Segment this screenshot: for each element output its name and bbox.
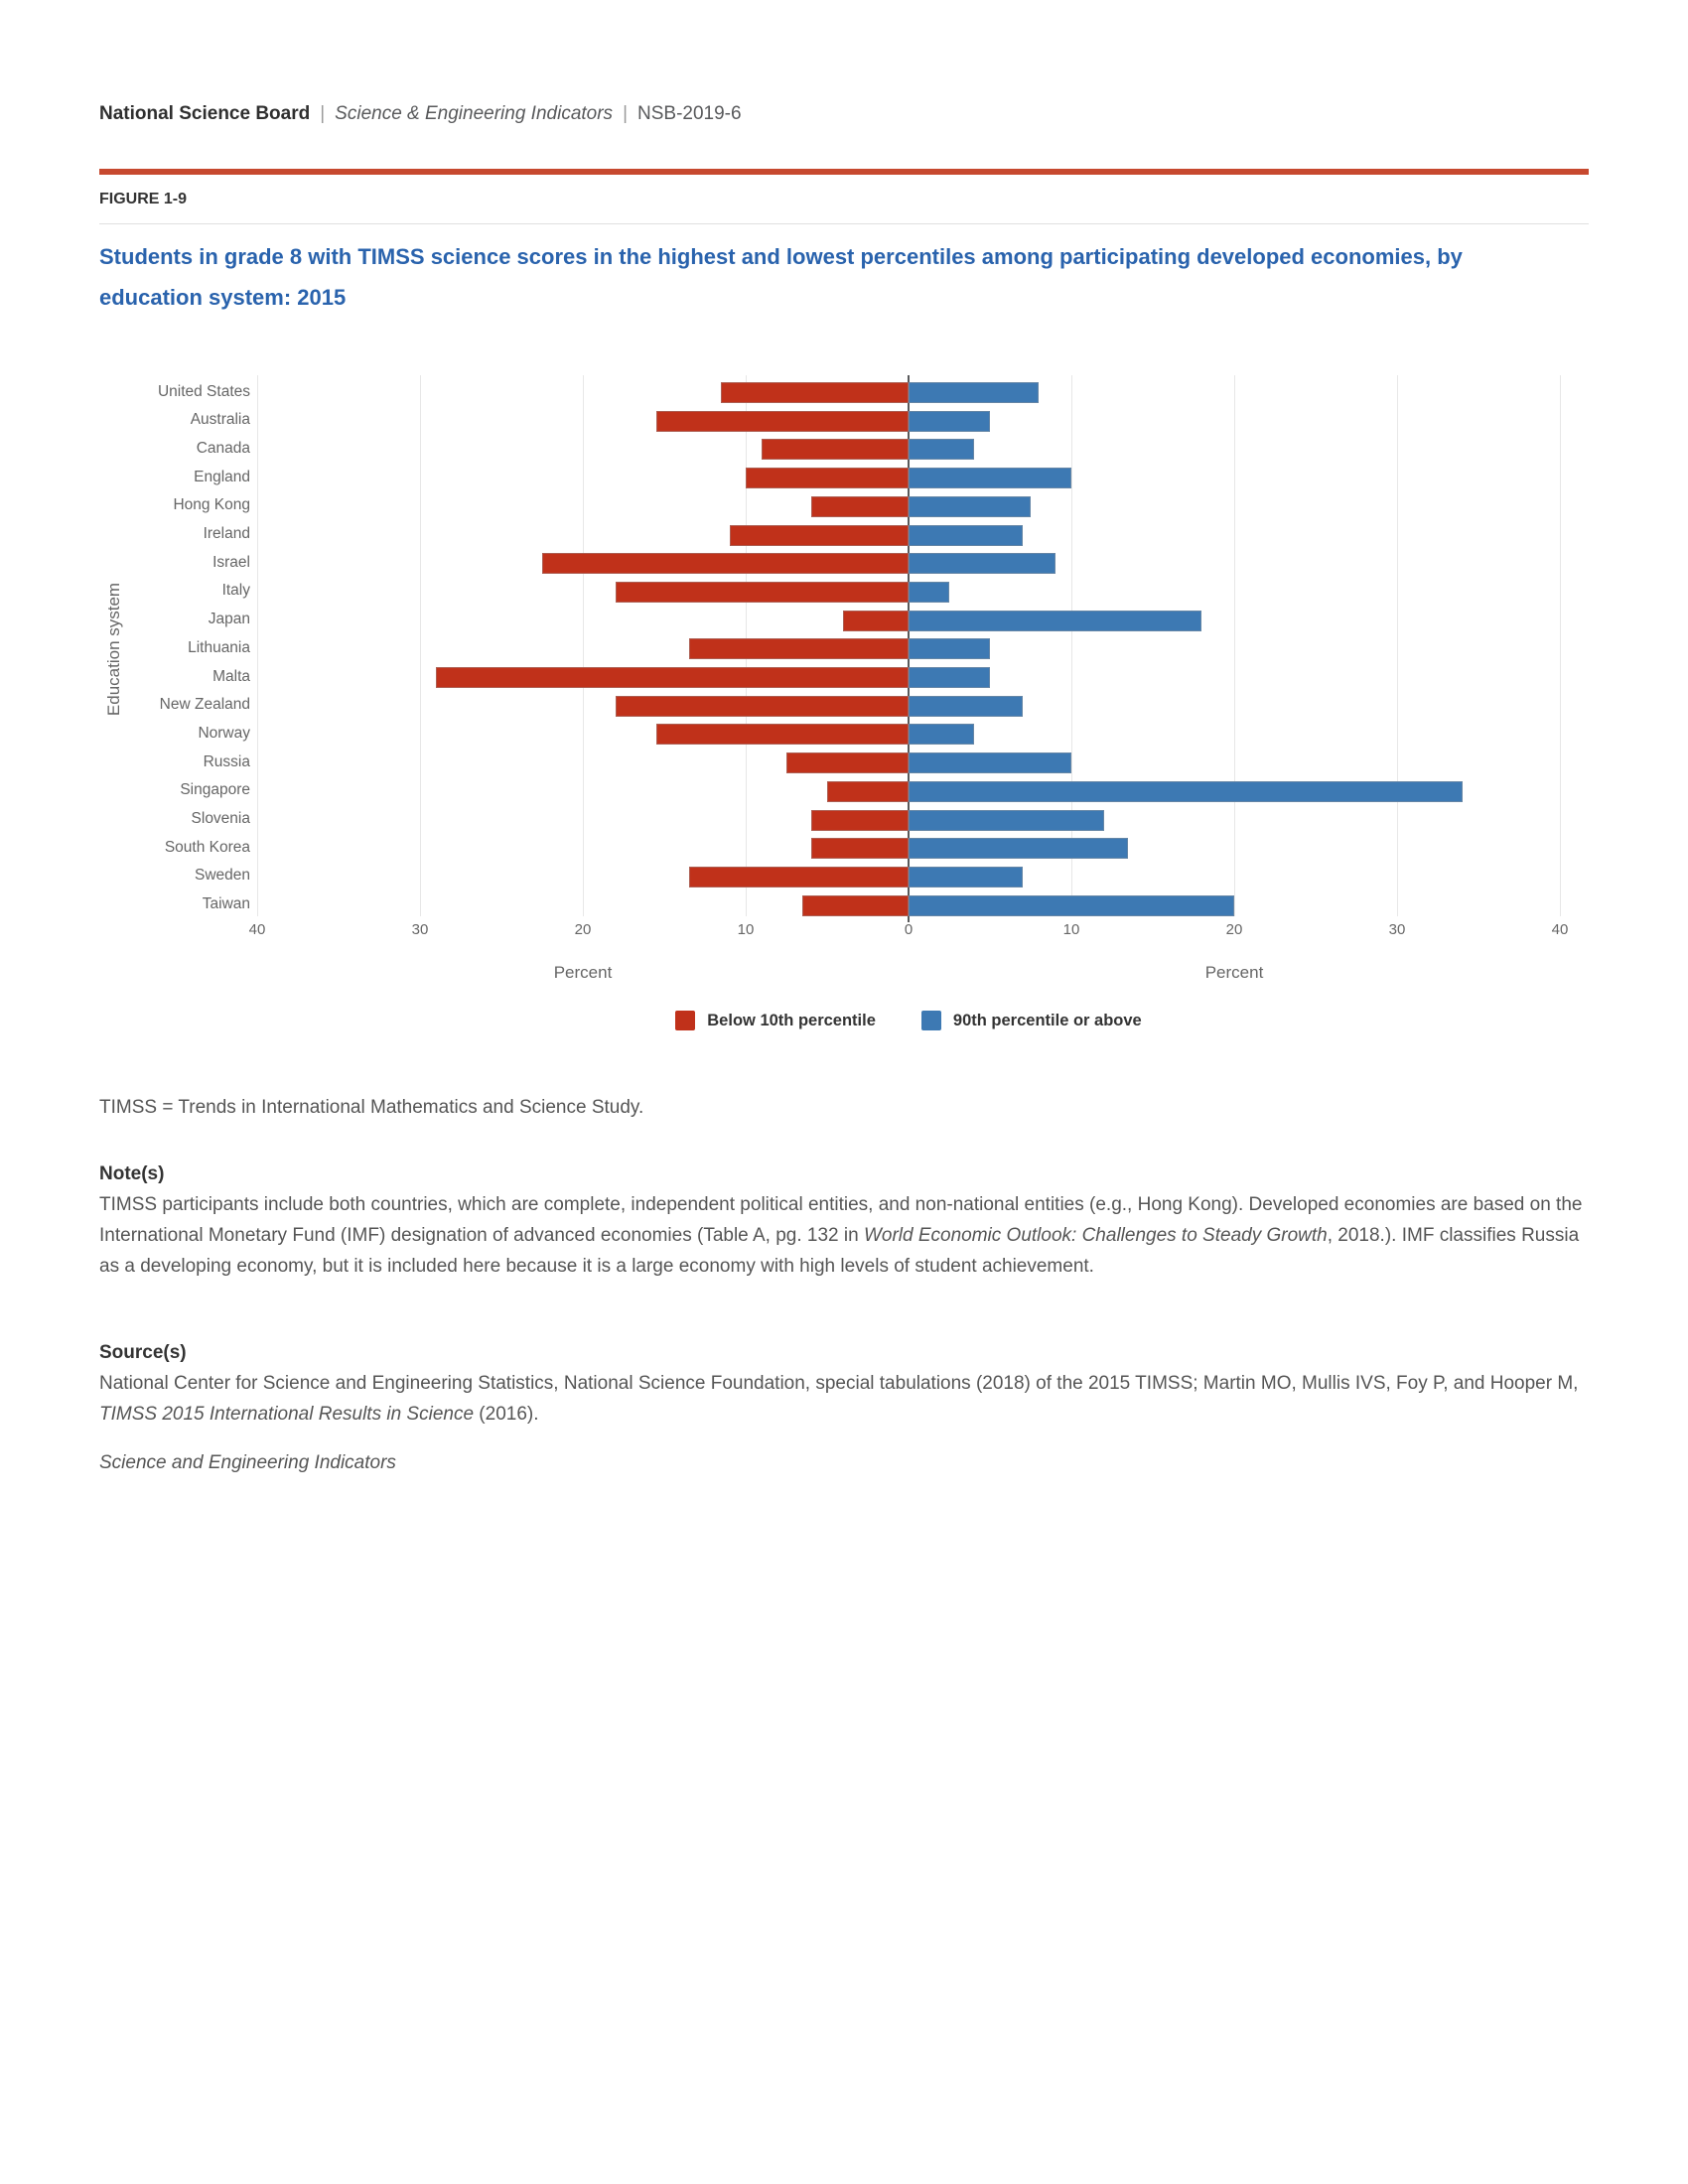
x-tick-label-30: 30 <box>411 921 429 938</box>
bar-below-10th-percentile-canada <box>762 439 909 460</box>
sources-paragraph <box>99 1368 1589 1430</box>
bar-below-10th-percentile-ireland <box>730 525 909 546</box>
legend-item-below-10th-percentile <box>675 1011 876 1030</box>
bar-90th-percentile-or-above-canada <box>909 439 974 460</box>
italic-text-segment: World Economic Outlook: Challenges to Steady Growth <box>863 1225 1328 1246</box>
bar-90th-percentile-or-above-united-states <box>909 382 1039 403</box>
header-brand: National Science Board <box>99 103 311 124</box>
gridline-20 <box>1234 375 1235 916</box>
bar-below-10th-percentile-slovenia <box>811 810 909 831</box>
red-divider-rule <box>99 169 1589 175</box>
gridline-20 <box>583 375 584 916</box>
gridline-10 <box>1071 375 1072 916</box>
bar-below-10th-percentile-lithuania <box>689 638 909 659</box>
gray-divider-rule <box>99 223 1589 224</box>
category-label-japan: Japan <box>208 611 250 628</box>
x-tick-label-30: 30 <box>1388 921 1406 938</box>
bar-90th-percentile-or-above-ireland <box>909 525 1023 546</box>
legend <box>257 1011 1560 1030</box>
bar-90th-percentile-or-above-lithuania <box>909 638 990 659</box>
bar-below-10th-percentile-japan <box>843 611 909 631</box>
legend-item-90th-percentile-or-above <box>921 1011 1142 1030</box>
x-tick-label-40: 40 <box>248 921 266 938</box>
category-label-south-korea: South Korea <box>164 838 250 856</box>
notes-heading: Note(s) <box>99 1163 165 1184</box>
publication-footer: Science and Engineering Indicators <box>99 1452 396 1473</box>
category-label-hong-kong: Hong Kong <box>173 496 250 514</box>
x-tick-label-10: 10 <box>737 921 755 938</box>
category-label-italy: Italy <box>221 582 250 600</box>
chart <box>99 367 1589 1082</box>
report-header <box>99 103 1589 125</box>
bar-90th-percentile-or-above-slovenia <box>909 810 1104 831</box>
bar-90th-percentile-or-above-singapore <box>909 781 1463 802</box>
category-label-new-zealand: New Zealand <box>159 696 250 714</box>
bar-below-10th-percentile-italy <box>616 582 909 603</box>
gridline-30 <box>1397 375 1398 916</box>
abbreviation-note: TIMSS = Trends in International Mathematics and Science Study. <box>99 1097 644 1118</box>
sources-heading: Source(s) <box>99 1342 187 1363</box>
bar-below-10th-percentile-norway <box>656 724 909 745</box>
category-label-ireland: Ireland <box>203 525 250 542</box>
text-segment: TIMSS participants include both countries, which are complete, independent political entities, and non-national entities (e.g., Hong Kong). Developed economies are based on the International Monetary Fund (IMF) designation of advanced economies (Table A, pg. 132 in <box>99 1194 1583 1246</box>
category-label-united-states: United States <box>157 382 250 400</box>
bar-90th-percentile-or-above-russia <box>909 752 1071 773</box>
category-label-canada: Canada <box>196 439 250 457</box>
category-label-russia: Russia <box>203 752 250 770</box>
bar-below-10th-percentile-russia <box>786 752 909 773</box>
bar-below-10th-percentile-australia <box>656 411 909 432</box>
legend-swatch-90th-percentile-or-above <box>921 1011 941 1030</box>
bar-below-10th-percentile-singapore <box>827 781 909 802</box>
header-report-id: NSB-2019-6 <box>637 103 742 124</box>
bar-below-10th-percentile-england <box>746 468 909 488</box>
bar-below-10th-percentile-south-korea <box>811 838 909 859</box>
italic-text-segment: TIMSS 2015 International Results in Science <box>99 1404 475 1425</box>
legend-label-90th-percentile-or-above: 90th percentile or above <box>952 1011 1142 1029</box>
x-tick-label-20: 20 <box>574 921 592 938</box>
text-segment: National Center for Science and Engineering Statistics, National Science Foundation, special tabulations (2018) of the 2015 TIMSS; Martin MO, Mullis IVS, Foy P, and Hooper M, <box>99 1373 1579 1394</box>
x-tick-label-10: 10 <box>1062 921 1080 938</box>
category-label-singapore: Singapore <box>180 781 250 799</box>
category-label-slovenia: Slovenia <box>191 810 250 827</box>
category-label-england: England <box>194 468 250 485</box>
x-tick-label-20: 20 <box>1225 921 1243 938</box>
bar-90th-percentile-or-above-south-korea <box>909 838 1128 859</box>
bar-90th-percentile-or-above-new-zealand <box>909 696 1023 717</box>
bar-90th-percentile-or-above-malta <box>909 667 990 688</box>
x-axis-label-left: Percent <box>553 963 613 982</box>
bar-below-10th-percentile-sweden <box>689 867 909 887</box>
x-tick-label-40: 40 <box>1551 921 1569 938</box>
header-separator-2: | <box>623 103 628 124</box>
category-label-sweden: Sweden <box>194 867 250 885</box>
bar-below-10th-percentile-malta <box>436 667 909 688</box>
bar-90th-percentile-or-above-italy <box>909 582 949 603</box>
category-label-malta: Malta <box>212 667 250 685</box>
category-label-lithuania: Lithuania <box>188 638 250 656</box>
bar-below-10th-percentile-new-zealand <box>616 696 909 717</box>
header-publication: Science & Engineering Indicators <box>335 103 614 124</box>
figure-label: FIGURE 1-9 <box>99 191 188 207</box>
notes-paragraph <box>99 1189 1589 1282</box>
bar-90th-percentile-or-above-taiwan <box>909 895 1234 916</box>
bar-90th-percentile-or-above-israel <box>909 553 1055 574</box>
legend-swatch-below-10th-percentile <box>675 1011 695 1030</box>
x-axis-label-right: Percent <box>1204 963 1264 982</box>
category-label-israel: Israel <box>212 553 250 571</box>
bar-90th-percentile-or-above-england <box>909 468 1071 488</box>
text-segment: , 2018.). IMF classifies Russia as a developing economy, but it is included here because it is a large economy with high levels of student achievement. <box>99 1225 1580 1277</box>
legend-label-below-10th-percentile: Below 10th percentile <box>707 1011 876 1029</box>
text-segment: (2016). <box>474 1404 539 1425</box>
category-label-norway: Norway <box>198 724 250 742</box>
bar-below-10th-percentile-israel <box>542 553 909 574</box>
header-separator-1: | <box>320 103 326 124</box>
bar-90th-percentile-or-above-hong-kong <box>909 496 1031 517</box>
bar-90th-percentile-or-above-japan <box>909 611 1201 631</box>
category-label-australia: Australia <box>190 411 250 429</box>
bar-90th-percentile-or-above-sweden <box>909 867 1023 887</box>
gridline-40 <box>1560 375 1561 916</box>
bar-below-10th-percentile-taiwan <box>802 895 909 916</box>
bar-below-10th-percentile-hong-kong <box>811 496 909 517</box>
category-label-taiwan: Taiwan <box>202 895 250 913</box>
gridline-40 <box>257 375 258 916</box>
figure-title: Students in grade 8 with TIMSS science scores in the highest and lowest percentiles among participating developed economies, by education system: 2015 <box>99 244 1463 310</box>
y-axis-label: Education system <box>104 582 123 717</box>
x-tick-label-0: 0 <box>904 921 914 938</box>
gridline-30 <box>420 375 421 916</box>
bar-90th-percentile-or-above-australia <box>909 411 990 432</box>
bar-below-10th-percentile-united-states <box>721 382 909 403</box>
bar-90th-percentile-or-above-norway <box>909 724 974 745</box>
